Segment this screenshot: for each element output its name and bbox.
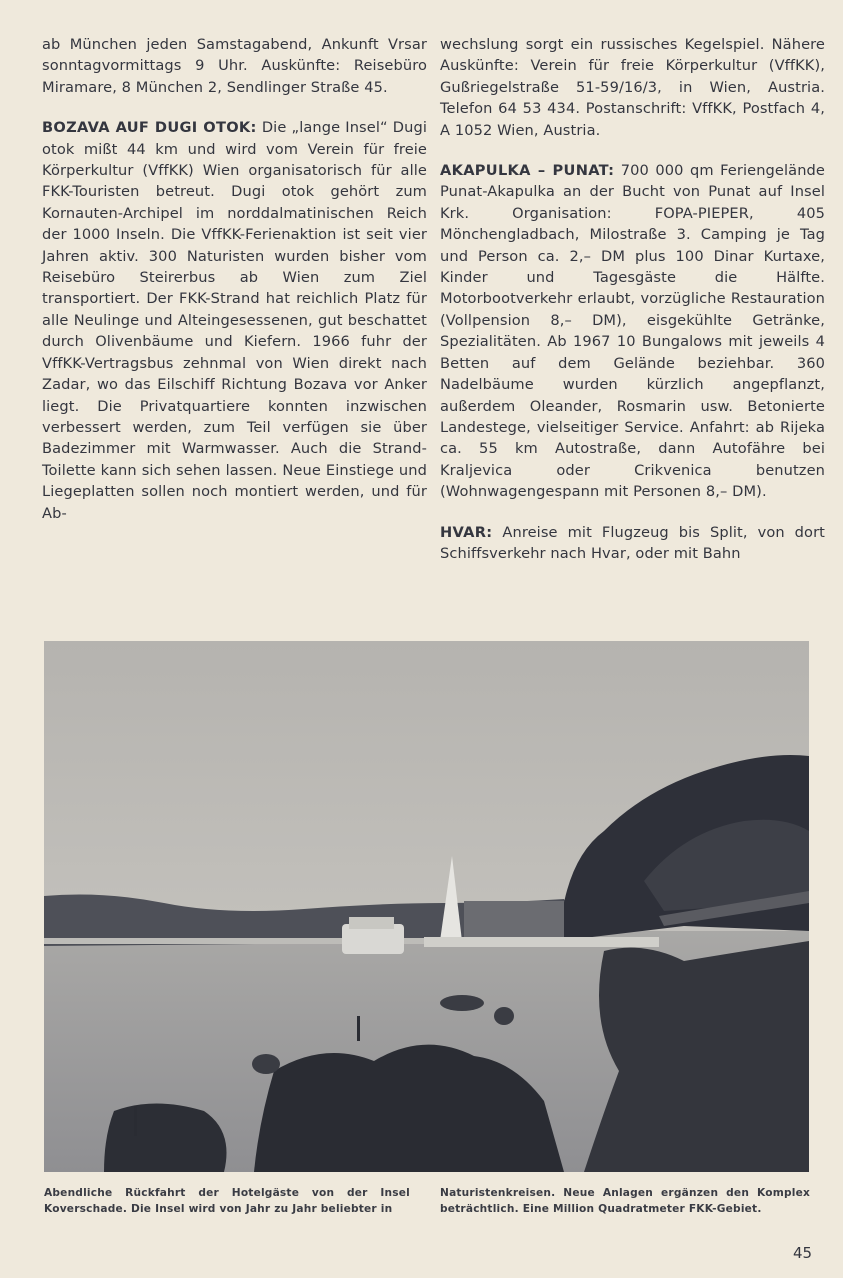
right-column: [440, 34, 825, 583]
section-body: Die „lange Insel“ Dugi otok mißt 44 km und wird vom Verein für freie Körperkultur (VffKK) Wien organisatorisch für alle FKK-Touristen betreut. Dugi otok gehört zum Kornauten-Archipel im norddalmatinischen Reich der 1000 Inseln. Die VffKK-Ferienaktion ist seit vier Jahren aktiv. 300 Naturisten wurden bisher vom Reisebüro Steirerbus ab Wien zum Ziel transportiert. Der FKK-Strand hat reichlich Platz für alle Neulinge und Alteingesessenen, gut beschattet durch Olivenbäume und Kiefern. 1966 fuhr der VffKK-Vertragsbus zehnmal von Wien direkt nach Zadar, wo das Eilschiff Richtung Bozava vor Anker liegt. Die Privatquartiere konnten inzwischen verbessert werden, zum Teil verfügen sie über Badezimmer mit Warmwasser. Auch die Strand-Toilette kann sich sehen lassen. Neue Einstiege und Liegeplatten sollen noch montiert werden, und für Ab-: [42, 119, 427, 522]
mooring-post: [357, 1016, 360, 1041]
section-hvar: [440, 522, 825, 565]
left-column: [42, 34, 427, 543]
section-bozava: [42, 117, 427, 524]
photo-caption-left: Abendliche Rückfahrt der Hotelgäste von der Insel Koverschade. Die Insel wird von Jahr zu Jahr beliebter in: [44, 1187, 410, 1215]
jetty: [424, 937, 659, 947]
boat-cabin: [349, 917, 394, 929]
mooring-post: [134, 1106, 137, 1136]
foreground-rocks-right: [584, 941, 809, 1172]
small-rock: [494, 1007, 514, 1025]
small-rock: [440, 995, 484, 1011]
small-rock: [252, 1054, 280, 1074]
page-number: 45: [793, 1244, 813, 1262]
section-akapulka-punat: [440, 160, 825, 503]
photo-caption-right: Naturistenkreisen. Neue Anlagen ergänzen den Komplex beträchtlich. Eine Million Quadratmeter FKK-Gebiet.: [440, 1187, 810, 1215]
photo-illustration: [44, 641, 809, 1172]
crowd-on-jetty: [464, 901, 564, 939]
section-body: Anreise mit Flugzeug bis Split, von dort Schiffsverkehr nach Hvar, oder mit Bahn: [440, 523, 825, 562]
continuation-paragraph: wechslung sorgt ein russisches Kegelspiel. Nähere Auskünfte: Verein für freie Körperkultur (VffKK), Gußriegelstraße 51-59/16/3, in Wien, Austria. Telefon 64 53 434. Postanschrift: VffKK, Postfach 4, A 1052 Wien, Austria.: [440, 36, 825, 139]
section-heading: BOZAVA AUF DUGI OTOK:: [42, 119, 257, 137]
intro-paragraph: ab München jeden Samstagabend, Ankunft Vrsar sonntagvormittags 9 Uhr. Auskünfte: Reisebüro Miramare, 8 München 2, Sendlinger Straße 45.: [42, 36, 427, 96]
section-heading: HVAR:: [440, 523, 493, 541]
section-body: 700 000 qm Feriengelände Punat-Akapulka an der Bucht von Punat auf Insel Krk. Organisation: FOPA-PIEPER, 405 Mönchengladbach, Milostraße 3. Camping je Tag und Person ca. 2,– DM plus 100 Dinar Kurtaxe, Kinder und Tagesgäste die Hälfte. Motorbootverkehr erlaubt, vorzügliche Restauration (Vollpension 8,– DM), eisgekühlte Getränke, Spezialitäten. Ab 1967 10 Bungalows mit jeweils 4 Betten auf dem Gelände beziehbar. 360 Nadelbäume wurden kürzlich angepflanzt, außerdem Oleander, Rosmarin usw. Betonierte Landestege, vielseitiger Service. Anfahrt: ab Rijeka ca. 55 km Autostraße, dann Autofähre bei Kraljevica oder Crikvenica benutzen (Wohnwagengespann mit Personen 8,– DM).: [440, 162, 825, 501]
coastline-photo: [44, 641, 809, 1172]
section-heading: AKAPULKA – PUNAT:: [440, 162, 615, 180]
